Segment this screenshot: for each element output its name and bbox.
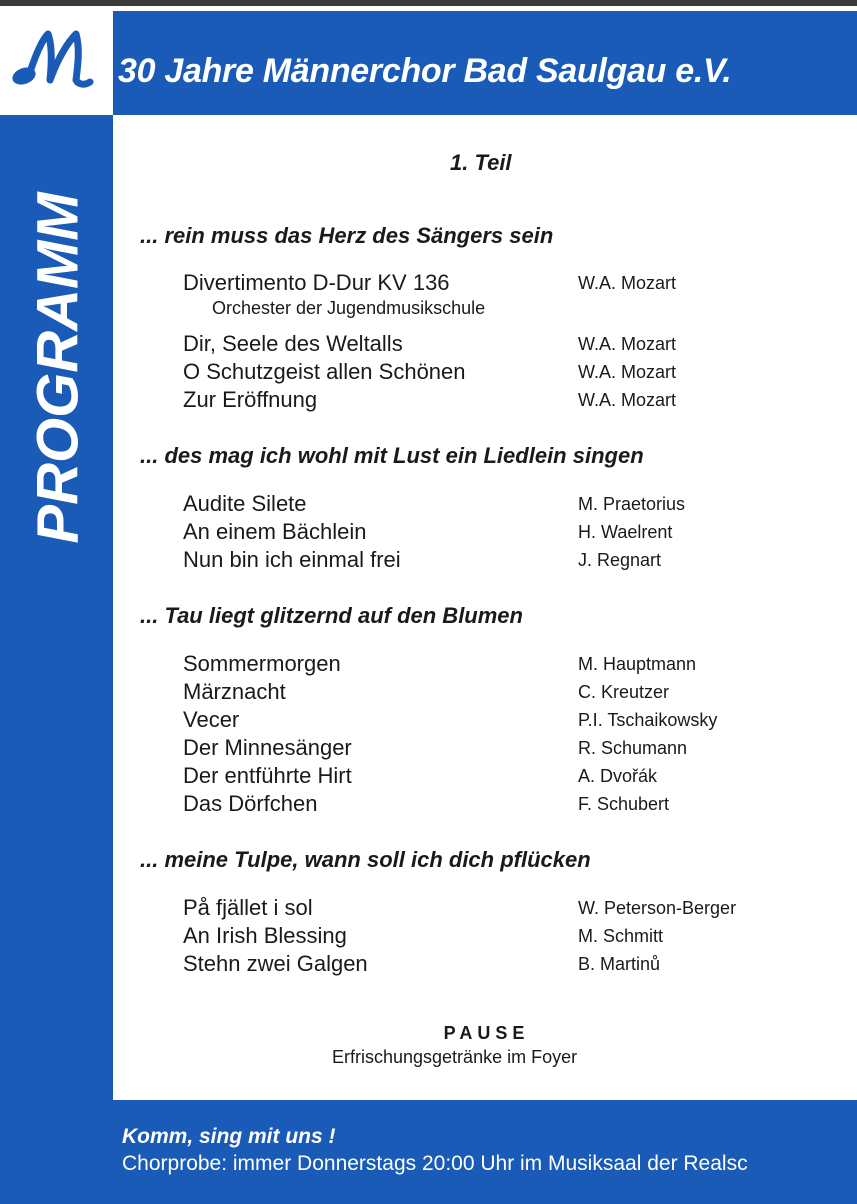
composer: P.I. Tschaikowsky <box>578 710 718 730</box>
footer-slogan: Komm, sing mit uns ! <box>122 1125 336 1148</box>
page-title: 30 Jahre Männerchor Bad Saulgau e.V. <box>118 52 732 90</box>
composer: W. Peterson-Berger <box>578 898 737 918</box>
pause-note: Erfrischungsgetränke im Foyer <box>332 1047 578 1067</box>
composer: W.A. Mozart <box>578 334 677 354</box>
section-heading: ... Tau liegt glitzernd auf den Blumen <box>140 603 523 628</box>
song-title: Vecer <box>183 707 240 732</box>
composer: M. Praetorius <box>578 494 686 514</box>
composer: R. Schumann <box>578 738 688 758</box>
performer-note: Orchester der Jugendmusikschule <box>212 298 486 318</box>
composer: H. Waelrent <box>578 522 673 542</box>
section-heading: ... rein muss das Herz des Sängers sein <box>140 223 554 248</box>
song-title: Audite Silete <box>183 491 307 516</box>
composer: J. Regnart <box>578 550 662 570</box>
song-title: An einem Bächlein <box>183 519 367 544</box>
song-title: Der Minnesänger <box>183 735 352 760</box>
top-rule <box>0 0 857 6</box>
composer: M. Schmitt <box>578 926 664 946</box>
footer-rehearsal-info: Chorprobe: immer Donnerstags 20:00 Uhr im Musiksaal der Realsc <box>122 1152 748 1175</box>
song-title: Sommermorgen <box>183 651 341 676</box>
song-title: Märznacht <box>183 679 286 704</box>
part-title: 1. Teil <box>450 150 512 175</box>
composer: B. Martinů <box>578 954 661 974</box>
song-title: Dir, Seele des Weltalls <box>183 331 403 356</box>
sidebar-label: PROGRAMM <box>25 192 91 544</box>
song-title: Divertimento D-Dur KV 136 <box>183 270 450 295</box>
logo-letter: M <box>55 73 57 75</box>
composer: M. Hauptmann <box>578 654 697 674</box>
pause-title: PAUSE <box>443 1023 530 1043</box>
song-title: Stehn zwei Galgen <box>183 951 368 976</box>
song-title: Nun bin ich einmal frei <box>183 547 401 572</box>
song-title: An Irish Blessing <box>183 923 347 948</box>
song-title: Der entführte Hirt <box>183 763 352 788</box>
composer: W.A. Mozart <box>578 273 677 293</box>
song-title: O Schutzgeist allen Schönen <box>183 359 466 384</box>
composer: C. Kreutzer <box>578 682 670 702</box>
song-title: På fjället i sol <box>183 895 313 920</box>
composer: F. Schubert <box>578 794 670 814</box>
composer: W.A. Mozart <box>578 390 677 410</box>
section-heading: ... des mag ich wohl mit Lust ein Liedlein singen <box>140 443 644 468</box>
chor-logo-icon <box>6 14 106 110</box>
song-title: Das Dörfchen <box>183 791 318 816</box>
composer: A. Dvořák <box>578 766 658 786</box>
section-heading: ... meine Tulpe, wann soll ich dich pflücken <box>140 847 591 872</box>
composer: W.A. Mozart <box>578 362 677 382</box>
song-title: Zur Eröffnung <box>183 387 318 412</box>
